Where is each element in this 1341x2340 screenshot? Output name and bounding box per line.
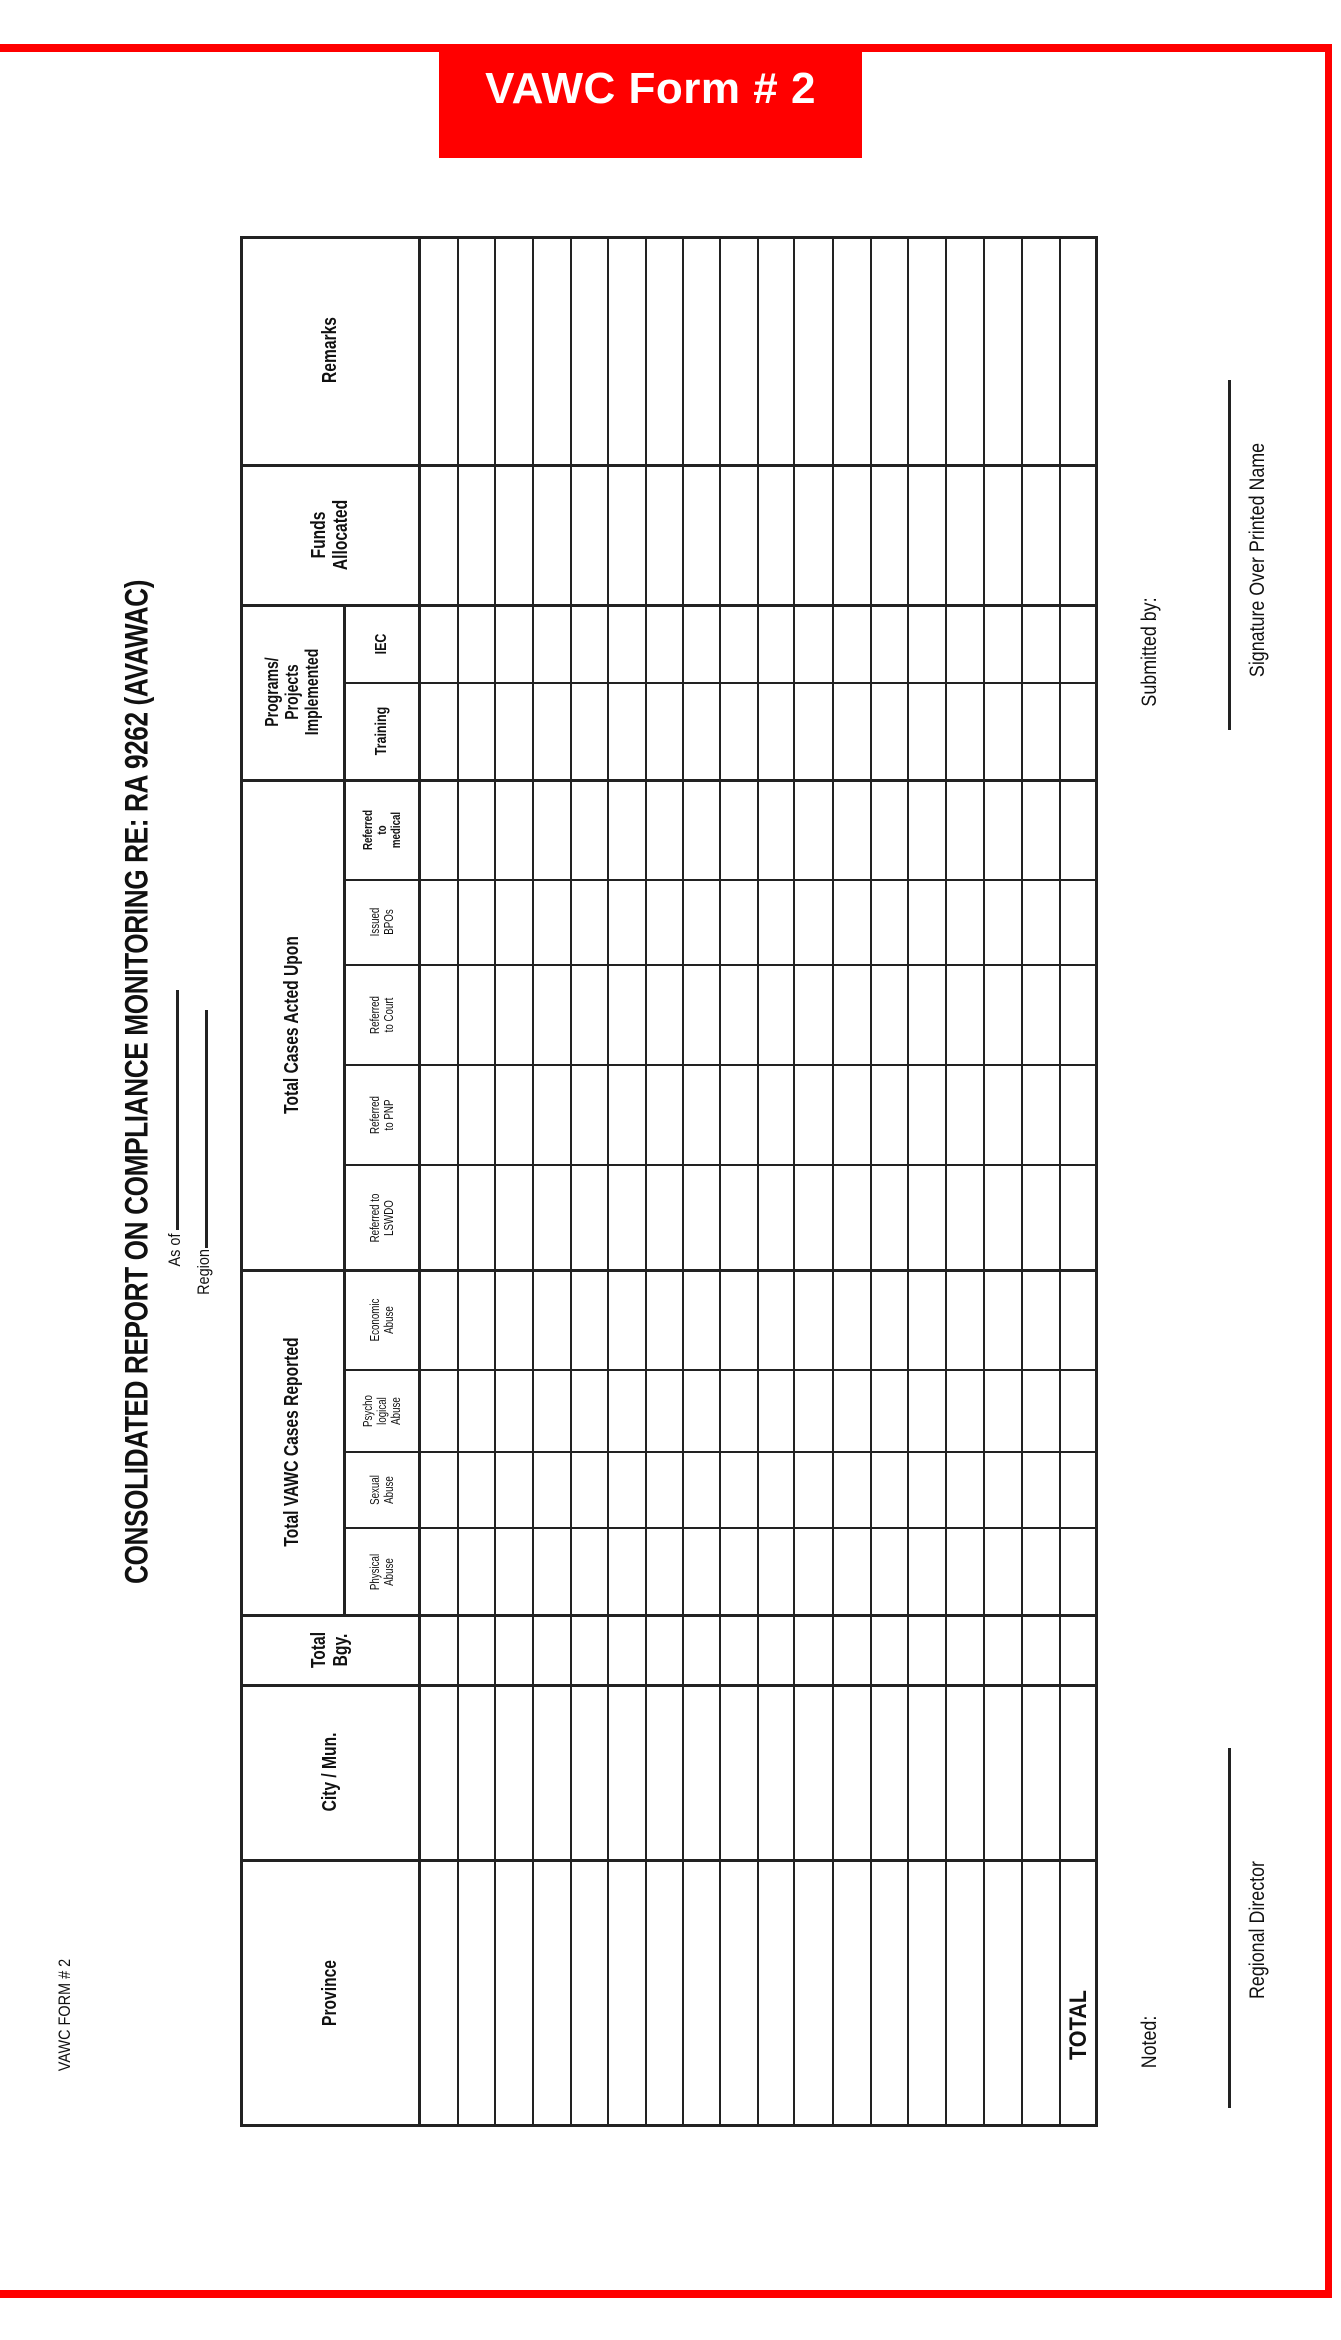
row-divider (907, 236, 909, 2127)
col-divider-programs-acted (240, 779, 1098, 782)
header-remarks: Remarks (319, 317, 341, 383)
subheader-split-reported (343, 1270, 346, 1615)
region-label: Region (194, 1249, 213, 1295)
subcol-divider (344, 964, 1098, 966)
row-divider (832, 236, 834, 2127)
subcol-divider (344, 1451, 1098, 1453)
form-label-box (439, 44, 862, 158)
row-divider (983, 236, 985, 2127)
subheader-training: Training (373, 706, 390, 756)
subcol-divider (344, 1527, 1098, 1529)
submitted-label: Submitted by: (1138, 597, 1161, 707)
row-divider (645, 236, 647, 2127)
subheader-sexual-abuse: Sexual Abuse (367, 1475, 396, 1505)
row-divider (494, 236, 496, 2127)
subheader-psychological-abuse: Psycho logical Abuse (360, 1395, 403, 1427)
header-total-bgy-label: Total Bgy. (308, 1631, 352, 1669)
noted-label: Noted: (1138, 2015, 1161, 2069)
submitted-signatory: Signature Over Printed Name (1246, 442, 1269, 678)
header-funds-allocated (308, 500, 352, 570)
submitted-signature-line[interactable] (1228, 380, 1231, 730)
subheader-referred-medical: Referred to medical (360, 809, 403, 851)
header-city-mun: City / Mun. (319, 1732, 341, 1812)
total-row-label: TOTAL (1065, 1990, 1092, 2060)
row-divider (757, 236, 759, 2127)
row-divider (870, 236, 872, 2127)
header-funds-label: Funds Allocated (308, 499, 352, 571)
subheader-split-programs (343, 605, 346, 780)
subheader-physical-abuse: Physical Abuse (367, 1553, 396, 1591)
row-divider (1059, 236, 1061, 2127)
frame-right-border (1325, 44, 1332, 2298)
row-divider (457, 236, 459, 2127)
subheader-issued-bpos: Issued BPOs (367, 907, 396, 937)
form-code: VAWC FORM # 2 (55, 1958, 74, 2072)
header-programs (262, 641, 322, 742)
col-divider-acted-reported (240, 1269, 1098, 1272)
col-divider-funds-programs (240, 604, 1098, 607)
subcol-divider (344, 1369, 1098, 1371)
subheader-iec: IEC (373, 633, 390, 655)
as-of-field[interactable] (176, 990, 179, 1230)
col-divider-city-province (240, 1859, 1098, 1862)
report-title: CONSOLIDATED REPORT ON COMPLIANCE MONITORING RE: RA 9262 (AVAWAC) (118, 579, 155, 1585)
subcol-divider (344, 1164, 1098, 1166)
row-divider (682, 236, 684, 2127)
header-programs-label: Programs/ Projects Implemented (262, 648, 322, 736)
noted-signatory: Regional Director (1246, 1861, 1269, 1999)
row-divider (532, 236, 534, 2127)
noted-signature-line[interactable] (1228, 1748, 1231, 2108)
header-total-bgy (308, 1631, 352, 1670)
subheader-split-acted (343, 780, 346, 1270)
as-of-label: As of (165, 1233, 184, 1267)
subcol-divider (344, 682, 1098, 684)
row-divider (1021, 236, 1023, 2127)
row-divider (570, 236, 572, 2127)
col-divider-remarks-funds (240, 464, 1098, 467)
frame-bottom-border (0, 2290, 1332, 2298)
header-cases-acted: Total Cases Acted Upon (281, 936, 303, 1114)
subheader-referred-lswdo: Referred to LSWDO (367, 1193, 396, 1243)
subcol-divider (344, 1064, 1098, 1066)
region-field[interactable] (205, 1010, 208, 1248)
col-divider-bgy-city (240, 1684, 1098, 1687)
subheader-referred-court: Referred to Court (367, 996, 396, 1034)
header-cases-reported: Total VAWC Cases Reported (281, 1337, 303, 1547)
row-divider (607, 236, 609, 2127)
report-table (240, 236, 1098, 2127)
row-divider (945, 236, 947, 2127)
subheader-economic-abuse: Economic Abuse (367, 1298, 396, 1342)
form-label-text: VAWC Form # 2 (485, 64, 816, 113)
row-divider (719, 236, 721, 2127)
header-divider (418, 236, 421, 2127)
header-province: Province (319, 1960, 341, 2026)
subheader-referred-pnp: Referred to PNP (367, 1096, 396, 1134)
row-divider (793, 236, 795, 2127)
subcol-divider (344, 879, 1098, 881)
col-divider-reported-bgy (240, 1614, 1098, 1617)
